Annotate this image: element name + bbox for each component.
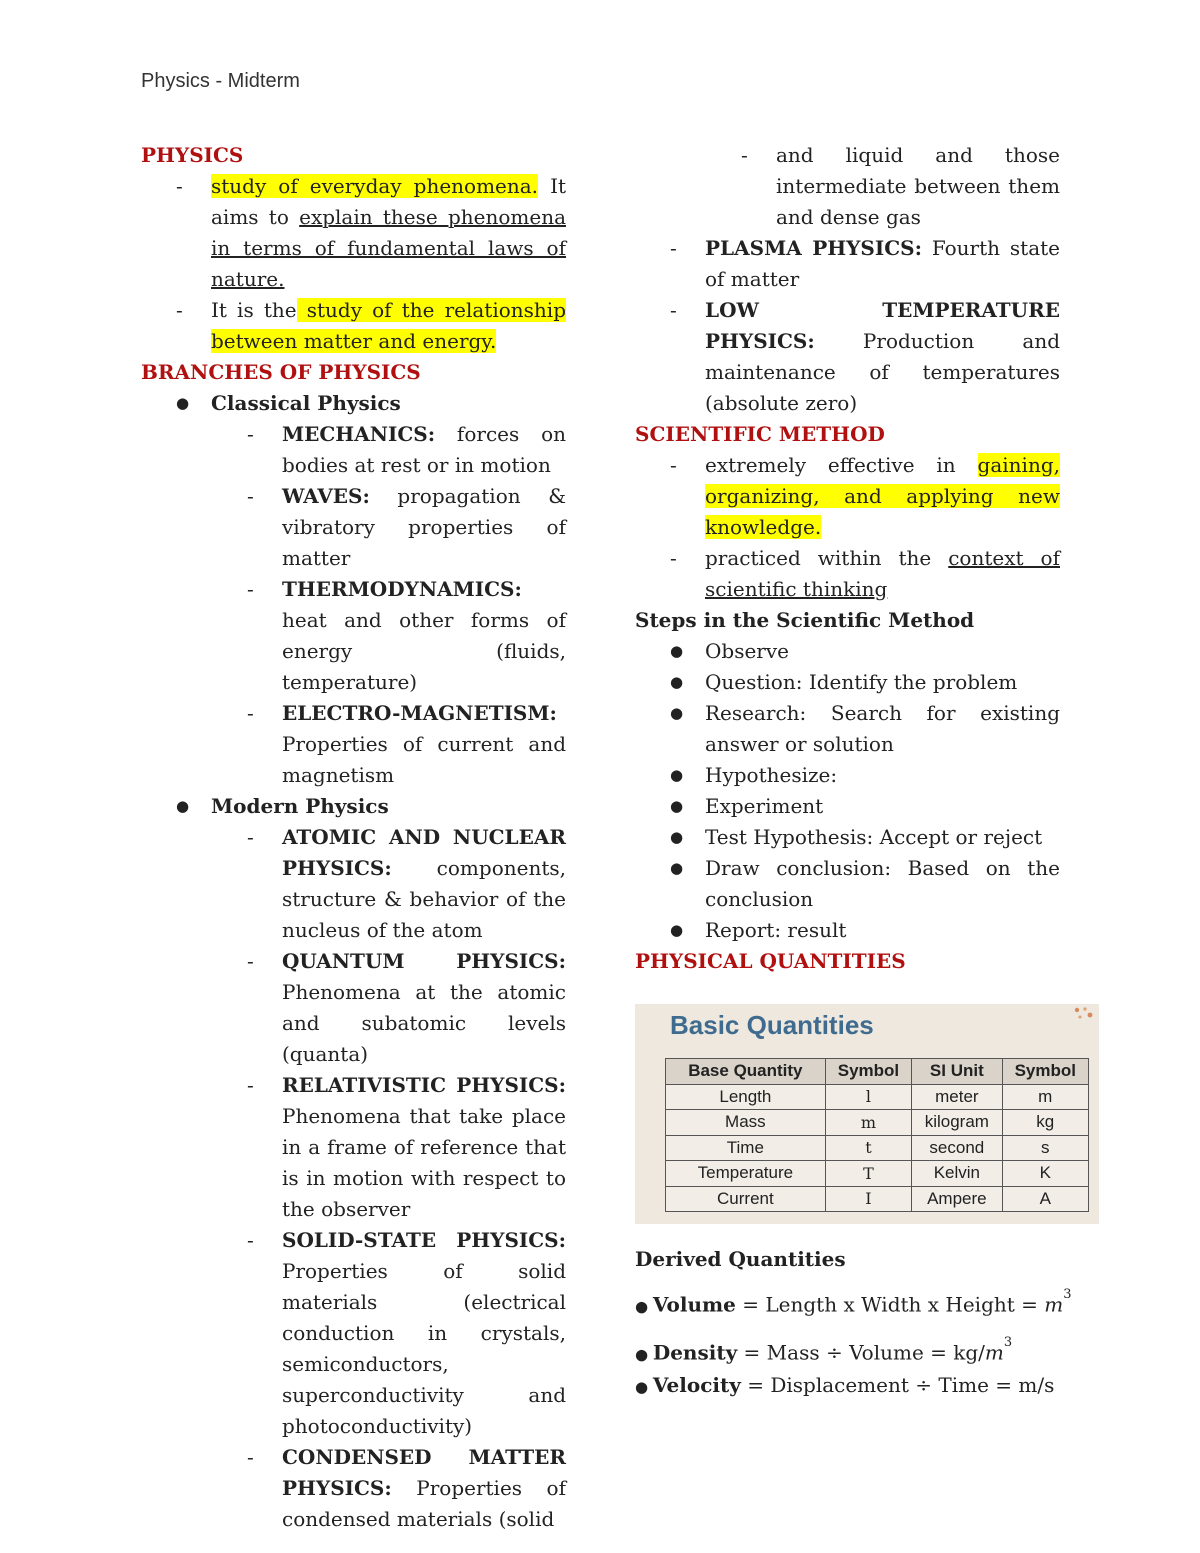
step-item: ● Observe [635, 636, 1060, 667]
basic-quantities-image [635, 1004, 1099, 1224]
table-cell: l [825, 1084, 911, 1110]
table-cell: Temperature [666, 1161, 826, 1187]
derived-name: Volume [652, 1292, 736, 1317]
table-row [666, 1110, 1089, 1136]
subbranch-term: SOLID-STATE PHYSICS: [282, 1228, 566, 1252]
step-item: ● Test Hypothesis: Accept or reject [635, 822, 1060, 853]
branch-classical [141, 388, 566, 419]
table-cell: Length [666, 1084, 826, 1110]
bullet-icon: ● [635, 1345, 653, 1364]
bullet-icon: ● [635, 1297, 653, 1316]
table-cell: Kelvin [912, 1161, 1002, 1187]
subbranch-description: Production and maintenance of temperatures (absolute zero) [705, 329, 1060, 415]
table-cell: T [825, 1161, 911, 1187]
basic-quantities-title: Basic Quantities [670, 1010, 874, 1040]
subbranch-description: Properties of current and magnetism [282, 732, 566, 787]
subbranch-item [635, 233, 1060, 295]
subbranch-description: Fourth state of matter [705, 236, 1061, 291]
table-row [666, 1084, 1089, 1110]
column-header: Base Quantity [666, 1059, 826, 1085]
subbranch-term: QUANTUM PHYSICS: [282, 949, 566, 973]
table-cell: A [1002, 1186, 1088, 1212]
derived-item [635, 1333, 1075, 1371]
table-cell: K [1002, 1161, 1088, 1187]
scientific-method-list [635, 450, 1060, 605]
subbranch-term: ATOMIC AND NUCLEAR PHYSICS: [282, 825, 566, 880]
subbranch-item [141, 1070, 566, 1225]
subbranch-item [141, 574, 566, 698]
physics-point [141, 295, 566, 357]
step-item: ● Question: Identify the problem [635, 667, 1060, 698]
right-column [635, 140, 1060, 977]
left-column [141, 140, 566, 1535]
derived-unit: m [984, 1340, 1004, 1365]
derived-name: Velocity [652, 1373, 741, 1398]
subbranch-description: Phenomena that take place in a frame of reference that is in motion with respect to the observer [282, 1104, 566, 1221]
subbranch-term: RELATIVISTIC PHYSICS: [282, 1073, 566, 1097]
table-cell: I [825, 1186, 911, 1212]
derived-heading: Derived Quantities [635, 1247, 846, 1271]
step-item: ● Research: Search for existing answer or solution [635, 698, 1060, 760]
table-cell: kilogram [912, 1110, 1002, 1136]
subbranch-description: propagation & vibratory properties of matter [282, 484, 566, 570]
text-segment: It aims to [211, 174, 567, 229]
table-cell: kg [1002, 1110, 1088, 1136]
continued-text: - and liquid and those intermediate between them and dense gas [635, 140, 1060, 233]
highlighted-text: study of the relationship between matter and energy. [211, 298, 566, 353]
sci-point [635, 450, 1060, 543]
physics-point [141, 171, 566, 295]
step-item: ● Experiment [635, 791, 1060, 822]
subbranch-item [141, 419, 566, 481]
subbranch-item [141, 1225, 566, 1442]
table-cell: m [825, 1110, 911, 1136]
derived-unit: m [1044, 1292, 1064, 1317]
text-segment: It is the [211, 298, 297, 322]
branch-modern [141, 791, 566, 822]
table-cell: Current [666, 1186, 826, 1212]
subbranch-item [141, 822, 566, 946]
branch-list-modern [141, 791, 566, 822]
table-cell: Time [666, 1135, 826, 1161]
derived-formula: = Displacement ÷ Time = m/s [740, 1373, 1055, 1398]
branches-heading: BRANCHES OF PHYSICS [141, 360, 421, 384]
subbranch-item [141, 481, 566, 574]
underlined-text: explain these phenomena in terms of fundamental laws of nature. [211, 205, 566, 291]
classical-subbranch-list [141, 419, 566, 791]
subbranch-item [141, 946, 566, 1070]
subbranch-item [141, 1442, 566, 1535]
modern-subbranch-list-continued [635, 233, 1060, 419]
decorative-dots-icon [1071, 1006, 1095, 1022]
subbranch-term: LOW TEMPERATURE PHYSICS: [705, 298, 1060, 353]
subbranch-description: heat and other forms of energy (fluids, temperature) [282, 608, 566, 694]
table-cell: second [912, 1135, 1002, 1161]
modern-subbranch-list [141, 822, 566, 1535]
continued-list [635, 140, 1060, 233]
steps-list [635, 636, 1060, 946]
table-body [666, 1084, 1089, 1212]
highlighted-text: study of everyday phenomena. [211, 174, 539, 198]
physics-definition-list [141, 171, 566, 357]
derived-quantities [635, 1244, 1075, 1403]
underlined-text: context of scientific thinking [705, 546, 1060, 601]
step-item: ● Report: result [635, 915, 1060, 946]
branch-list [141, 388, 566, 419]
table-cell: meter [912, 1084, 1002, 1110]
derived-item [635, 1285, 1075, 1323]
table-row [666, 1186, 1089, 1212]
step-item: ● Hypothesize: [635, 760, 1060, 791]
scientific-method-heading: SCIENTIFIC METHOD [635, 422, 885, 446]
table-row [666, 1135, 1089, 1161]
column-header: Symbol [1002, 1059, 1088, 1085]
physics-heading: PHYSICS [141, 143, 244, 167]
derived-item [635, 1370, 1075, 1403]
subbranch-description: Properties of condensed materials (solid [282, 1476, 566, 1531]
derived-exponent: 3 [1003, 1334, 1013, 1350]
highlighted-text: gaining, organizing, and applying new knowledge. [705, 453, 1060, 539]
subbranch-term: PLASMA PHYSICS: [705, 236, 922, 260]
branch-label: Modern Physics [211, 794, 389, 818]
subbranch-description: components, structure & behavior of the nucleus of the atom [282, 856, 566, 942]
basic-quantities-table [665, 1058, 1089, 1212]
derived-formula: = Mass ÷ Volume = kg/ [737, 1340, 985, 1365]
table-cell: s [1002, 1135, 1088, 1161]
subbranch-term: MECHANICS: [282, 422, 436, 446]
page-header: Physics - Midterm [141, 70, 300, 92]
table-cell: m [1002, 1084, 1088, 1110]
subbranch-term: THERMODYNAMICS: [282, 577, 522, 601]
bullet-icon: ● [635, 1378, 653, 1397]
table-cell: Mass [666, 1110, 826, 1136]
column-header: Symbol [825, 1059, 911, 1085]
subbranch-term: WAVES: [282, 484, 370, 508]
branch-label: Classical Physics [211, 391, 401, 415]
table-row [666, 1161, 1089, 1187]
subbranch-item [635, 295, 1060, 419]
text-segment: practiced within the [705, 546, 949, 570]
subbranch-description: Phenomena at the atomic and subatomic levels (quanta) [282, 980, 566, 1066]
subbranch-term: ELECTRO-MAGNETISM: [282, 701, 557, 725]
steps-heading: Steps in the Scientific Method [635, 608, 975, 632]
sci-point [635, 543, 1060, 605]
subbranch-term: CONDENSED MATTER PHYSICS: [282, 1445, 566, 1500]
subbranch-description: Properties of solid materials (electrical conduction in crystals, semiconductors, superconductivity and photoconductivity) [282, 1259, 566, 1438]
derived-exponent: 3 [1063, 1287, 1072, 1302]
step-item: ● Draw conclusion: Based on the conclusion [635, 853, 1060, 915]
derived-list [635, 1285, 1075, 1403]
table-cell: t [825, 1135, 911, 1161]
subbranch-description: forces on bodies at rest or in motion [282, 422, 566, 477]
physical-quantities-heading: PHYSICAL QUANTITIES [635, 949, 906, 973]
subbranch-item [141, 698, 566, 791]
derived-name: Density [652, 1340, 738, 1365]
derived-formula: = Length x Width x Height = [735, 1292, 1045, 1317]
text-segment: extremely effective in [705, 453, 978, 477]
table-cell: Ampere [912, 1186, 1002, 1212]
table-header-row [666, 1059, 1089, 1085]
column-header: SI Unit [912, 1059, 1002, 1085]
